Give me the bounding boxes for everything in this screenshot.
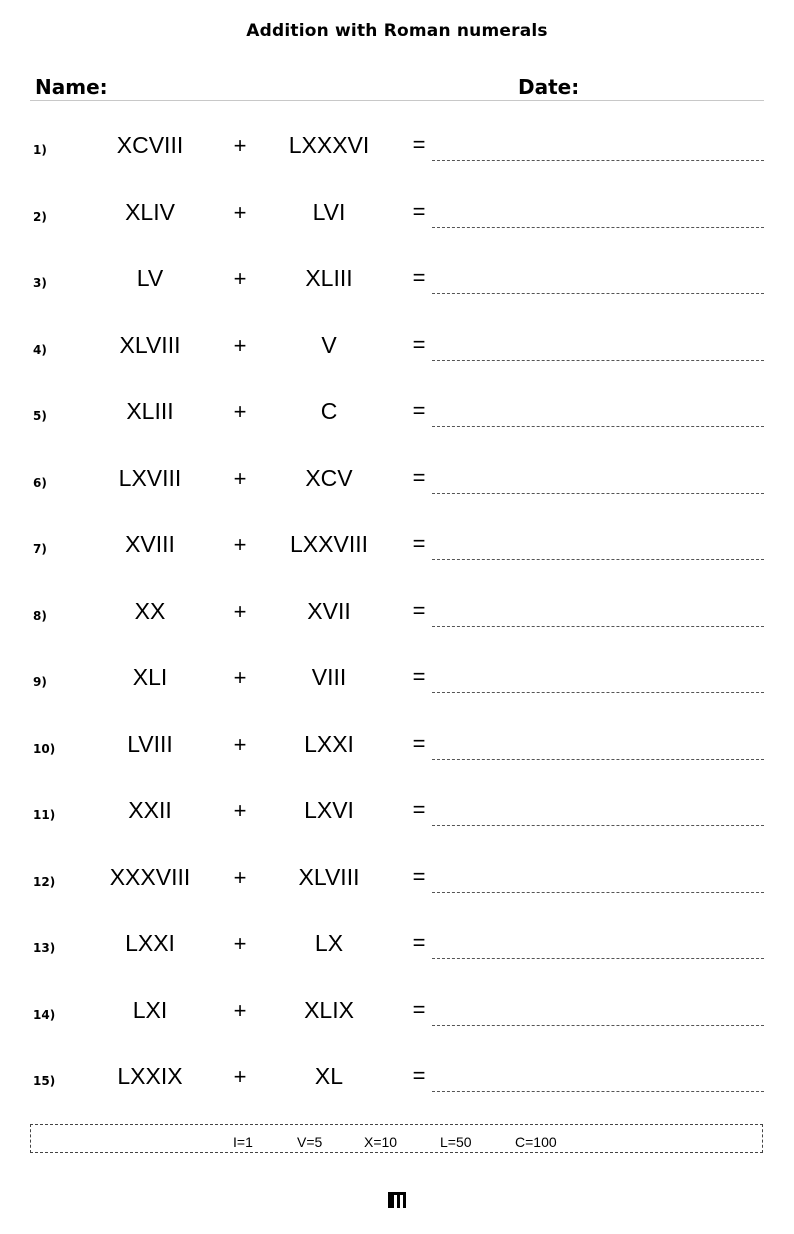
- second-addend: XVII: [307, 597, 351, 624]
- problem-number: 6): [33, 475, 47, 490]
- plus-sign: +: [233, 598, 247, 624]
- second-addend: LXVI: [304, 797, 354, 823]
- first-addend: XX: [134, 597, 166, 624]
- problem-row: [0, 847, 794, 914]
- problem-row: [0, 315, 794, 382]
- problem-number: 9): [33, 675, 47, 689]
- plus-sign: +: [233, 266, 247, 291]
- problem-row: [0, 248, 794, 315]
- answer-field[interactable]: [432, 559, 764, 560]
- problem-number: 14): [33, 1007, 56, 1022]
- problem-row: [0, 514, 794, 581]
- answer-field[interactable]: [432, 958, 764, 959]
- plus-sign: +: [233, 864, 247, 890]
- second-addend: C: [320, 398, 338, 424]
- problem-number: 1): [33, 143, 47, 157]
- equals-sign: =: [412, 664, 426, 689]
- equals-sign: =: [412, 996, 426, 1022]
- second-addend: XLIII: [305, 265, 353, 291]
- problem-row: [0, 647, 794, 714]
- problem-number: 4): [33, 342, 47, 357]
- first-addend: XXII: [128, 797, 172, 823]
- problem-number: 7): [33, 542, 47, 556]
- answer-field[interactable]: [432, 626, 764, 627]
- equals-sign: =: [412, 198, 426, 224]
- equals-sign: =: [412, 265, 426, 290]
- problem-number: 3): [33, 276, 47, 290]
- plus-sign: +: [233, 332, 247, 358]
- plus-sign: +: [233, 1064, 247, 1089]
- date-label: Date:: [518, 75, 580, 99]
- plus-sign: +: [233, 731, 247, 757]
- first-addend: XLIV: [125, 198, 175, 225]
- plus-sign: +: [233, 665, 247, 690]
- equals-sign: =: [412, 730, 426, 756]
- problem-row: [0, 714, 794, 781]
- first-addend: XLVIII: [119, 331, 181, 358]
- equals-sign: =: [412, 863, 426, 889]
- first-addend: XLI: [132, 664, 168, 690]
- problem-list: [0, 115, 794, 1113]
- first-addend: XVIII: [125, 531, 175, 557]
- plus-sign: +: [233, 133, 247, 158]
- equals-sign: =: [412, 398, 426, 423]
- second-addend: LVI: [312, 198, 346, 225]
- answer-field[interactable]: [432, 493, 764, 494]
- problem-number: 10): [33, 741, 56, 756]
- problem-number: 5): [33, 409, 47, 423]
- answer-field[interactable]: [432, 1091, 764, 1092]
- problem-row: [0, 182, 794, 249]
- problem-number: 8): [33, 608, 47, 623]
- second-addend: XCV: [305, 464, 353, 491]
- problem-number: 15): [33, 1074, 56, 1088]
- numeral-key-item: L=50: [440, 1134, 472, 1150]
- first-addend: LXXIX: [117, 1063, 183, 1089]
- second-addend: XL: [314, 1063, 344, 1089]
- first-addend: XCVIII: [116, 132, 184, 158]
- answer-field[interactable]: [432, 426, 764, 427]
- plus-sign: +: [233, 798, 247, 823]
- numeral-key-item: X=10: [364, 1134, 398, 1150]
- second-addend: LXXXVI: [288, 132, 370, 158]
- second-addend: VIII: [311, 664, 347, 690]
- numeral-key-item: V=5: [297, 1134, 323, 1150]
- answer-field[interactable]: [432, 825, 764, 826]
- problem-number: 11): [33, 808, 56, 822]
- first-addend: LVIII: [127, 730, 173, 757]
- numeral-key-box: [30, 1124, 763, 1153]
- answer-field[interactable]: [432, 160, 764, 161]
- equals-sign: =: [412, 132, 426, 157]
- equals-sign: =: [412, 597, 426, 623]
- answer-field[interactable]: [432, 360, 764, 361]
- brand-logo-icon: [386, 1190, 408, 1210]
- problem-row: [0, 115, 794, 182]
- plus-sign: +: [233, 931, 247, 956]
- first-addend: LV: [136, 265, 164, 291]
- problem-row: [0, 381, 794, 448]
- answer-field[interactable]: [432, 227, 764, 228]
- second-addend: LX: [314, 930, 344, 956]
- equals-sign: =: [412, 1063, 426, 1088]
- second-addend: LXXVIII: [290, 531, 368, 557]
- numeral-key-item: C=100: [515, 1134, 557, 1150]
- answer-field[interactable]: [432, 692, 764, 693]
- first-addend: XLIII: [126, 398, 174, 424]
- plus-sign: +: [233, 532, 247, 557]
- problem-row: [0, 980, 794, 1047]
- problem-row: [0, 1046, 794, 1113]
- first-addend: LXXI: [125, 930, 175, 956]
- numeral-key-item: I=1: [233, 1134, 253, 1150]
- problem-row: [0, 448, 794, 515]
- header-divider: [30, 100, 764, 101]
- equals-sign: =: [412, 331, 426, 357]
- problem-row: [0, 780, 794, 847]
- plus-sign: +: [233, 465, 247, 491]
- equals-sign: =: [412, 930, 426, 955]
- second-addend: XLVIII: [298, 863, 360, 890]
- answer-field[interactable]: [432, 293, 764, 294]
- first-addend: LXI: [132, 996, 168, 1023]
- second-addend: V: [321, 331, 337, 358]
- name-label: Name:: [35, 75, 108, 99]
- problem-number: 12): [33, 874, 56, 889]
- equals-sign: =: [412, 464, 426, 490]
- plus-sign: +: [233, 199, 247, 225]
- answer-field[interactable]: [432, 759, 764, 760]
- equals-sign: =: [412, 531, 426, 556]
- problem-row: [0, 581, 794, 648]
- problem-number: 13): [33, 941, 56, 955]
- worksheet-title: Addition with Roman numerals: [246, 21, 548, 41]
- answer-field[interactable]: [432, 1025, 764, 1026]
- second-addend: XLIX: [304, 996, 354, 1023]
- problem-number: 2): [33, 209, 47, 224]
- answer-field[interactable]: [432, 892, 764, 893]
- first-addend: XXXVIII: [109, 863, 191, 890]
- plus-sign: +: [233, 399, 247, 424]
- equals-sign: =: [412, 797, 426, 822]
- plus-sign: +: [233, 997, 247, 1023]
- problem-row: [0, 913, 794, 980]
- first-addend: LXVIII: [118, 464, 182, 491]
- second-addend: LXXI: [304, 730, 354, 757]
